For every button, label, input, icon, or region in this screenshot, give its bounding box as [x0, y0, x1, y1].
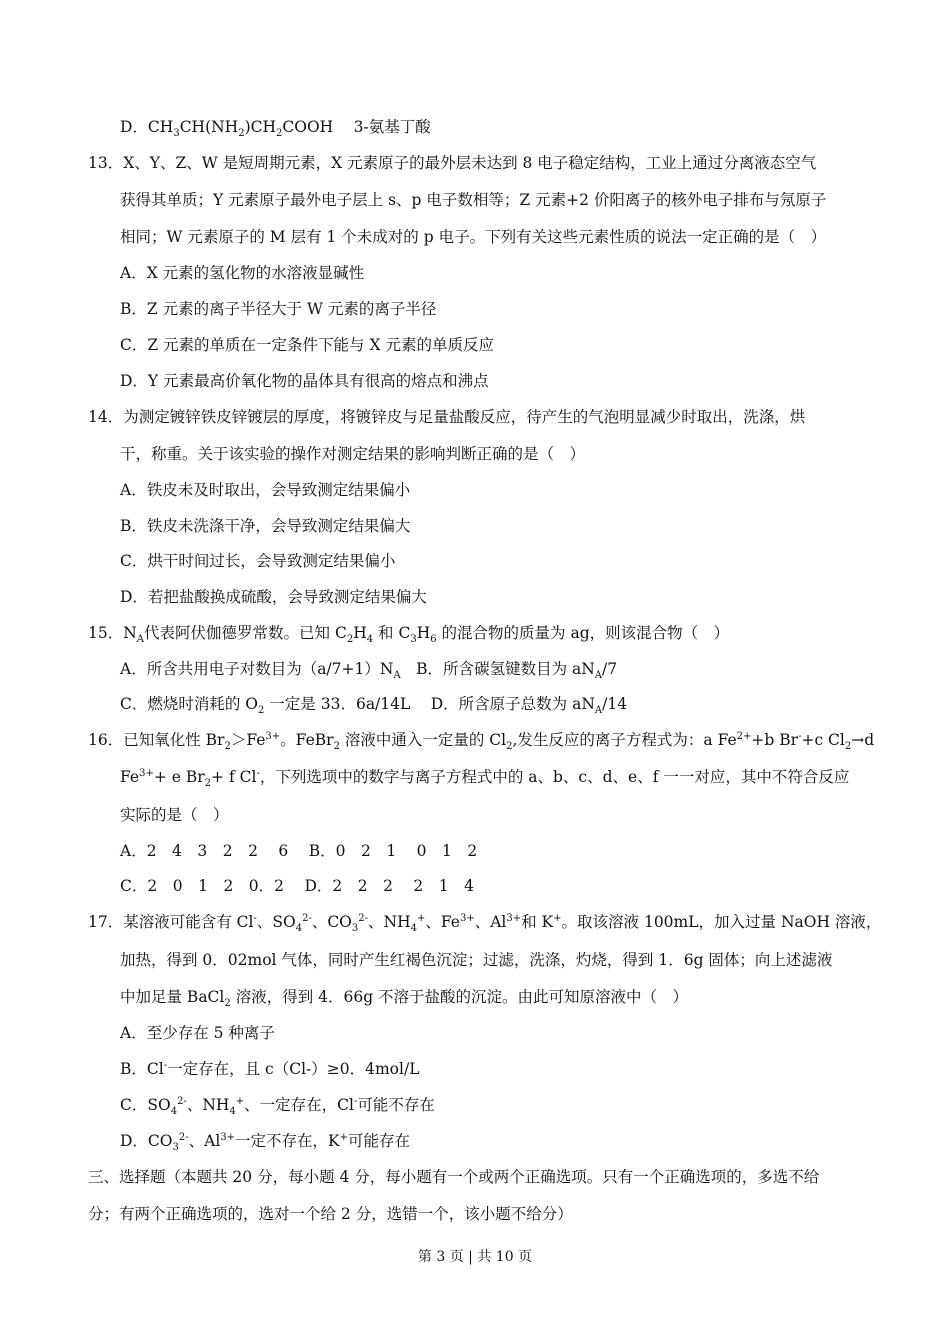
- q13-stem-line-2: 获得其单质；Y 元素原子最外电子层上 s、p 电子数相等；Z 元素+2 价阳离子的核外电子排布与氖原子: [120, 191, 827, 209]
- q14-option-c: C．烘干时间过长，会导致测定结果偏小: [120, 552, 396, 570]
- q14-option-b: B．铁皮未洗涤干净，会导致测定结果偏大: [120, 517, 411, 535]
- q13-stem-line-3: 相同；W 元素原子的 M 层有 1 个未成对的 p 电子。下列有关这些元素性质的说法一定正确的是（ ）: [120, 228, 827, 246]
- q17-stem-line-1: 17．某溶液可能含有 Cl-、$SO_4^{2-}$、$CO_3^{2-}$、$NH_4^+$、$Fe^{3+}$、$Al^{3+}$和 K+。取该溶液 100mL，加入过量 NaOH 溶液，: [88, 912, 882, 935]
- q14-option-a: A．铁皮未及时取出，会导致测定结果偏小: [120, 481, 411, 499]
- q17-stem-line-3: 中加足量 BaCl$_2$ 溶液，得到 4．66g 不溶于盐酸的沉淀。由此可知原溶液中（ ）: [120, 988, 689, 1010]
- q15-options-ab: A．所含共用电子对数目为$(a/7+1)N_A$ B．所含碳氢键数目为 $aN_A/7$: [120, 660, 618, 682]
- q15-options-cd: C．燃烧时消耗的 $O_2$ 一定是 33．6a/14L D．所含原子总数为 $aN_A/14$: [120, 695, 628, 717]
- q16-stem-line-1: 16．已知氧化性 $Br_2>Fe^{3+}$。FeBr$_2$ 溶液中通入一定量的 $Cl_2$,发生反应的离子方程式为：a $Fe^{2+}+b$ Br-+c $Cl_2\to d$: [88, 730, 875, 753]
- q17-option-b: B．Cl-一定存在，且 c（Cl-）≥0．4mol/L: [120, 1059, 420, 1078]
- q16-stem-line-2: $Fe^{3+}+ e$ $Br_2+ f$ Cl-，下列选项中的数字与离子方程式中的 a、b、c、d、e、f 一一对应，其中不符合反应: [120, 767, 850, 790]
- q13-option-c: C．Z 元素的单质在一定条件下能与 X 元素的单质反应: [120, 336, 494, 354]
- q13-option-d: D．Y 元素最高价氧化物的晶体具有很高的熔点和沸点: [120, 372, 489, 390]
- q12-option-d: D．$CH_3CH(NH_2)CH_2COOH$ 3-氨基丁酸: [120, 118, 431, 140]
- q14-option-d: D．若把盐酸换成硫酸，会导致测定结果偏大: [120, 588, 427, 606]
- q14-stem-line-2: 干，称重。关于该实验的操作对测定结果的影响判断正确的是（ ）: [120, 445, 586, 463]
- section-3-heading-line-2: 分；有两个正确选项的，选对一个给 2 分，选错一个，该小题不给分）: [88, 1205, 573, 1223]
- section-3-heading-line-1: 三、选择题（本题共 20 分，每小题 4 分，每小题有一个或两个正确选项。只有一个正确选项的，多选不给: [88, 1168, 820, 1186]
- q14-stem-line-1: 14．为测定镀锌铁皮锌镀层的厚度，将镀锌皮与足量盐酸反应，待产生的气泡明显减少时取出，洗涤，烘: [88, 408, 806, 426]
- q17-stem-line-2: 加热，得到 0．02mol 气体，同时产生红褐色沉淀；过滤，洗涤，灼烧，得到 1．6g 固体；向上述滤液: [120, 951, 833, 969]
- q17-option-a: A．至少存在 5 种离子: [120, 1024, 275, 1042]
- q13-option-a: A．X 元素的氢化物的水溶液显碱性: [120, 264, 365, 282]
- q16-stem-line-3: 实际的是（ ）: [120, 806, 229, 824]
- q16-options-cd: C．2 0 1 2 0．2 D．2 2 2 2 1 4: [120, 877, 474, 895]
- q13-option-b: B．Z 元素的离子半径大于 W 元素的离子半径: [120, 300, 437, 318]
- page-footer: 第 3 页 | 共 10 页: [417, 1249, 533, 1265]
- q17-option-d: D．$CO_3^{2-}$、$Al^{3+}$一定不存在，K+可能存在: [120, 1131, 411, 1154]
- q16-options-ab: A．2 4 3 2 2 6 B．0 2 1 0 1 2: [120, 842, 478, 860]
- q15-stem: 15．$N_A$代表阿伏伽德罗常数。已知 $C_2H_4$ 和 $C_3H_6$ 的混合物的质量为 ag，则该混合物（ ）: [88, 624, 730, 646]
- q17-option-c: C．$SO_4^{2-}$、$NH_4^+$、一定存在，Cl-可能不存在: [120, 1095, 435, 1118]
- q13-stem-line-1: 13．X、Y、Z、W 是短周期元素，X 元素原子的最外层未达到 8 电子稳定结构，工业上通过分离液态空气: [88, 154, 817, 172]
